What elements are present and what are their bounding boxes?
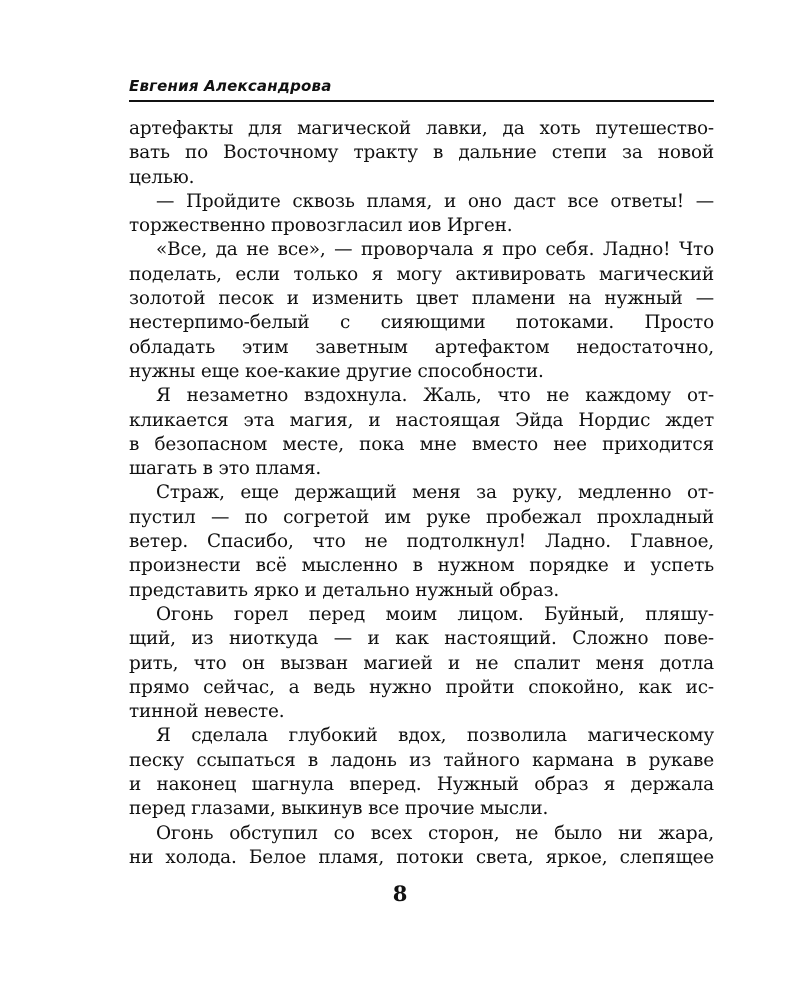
text-line: песку ссыпаться в ладонь из тайного кармана в рукаве — [129, 749, 714, 771]
text-line: тинной невесте. — [129, 701, 285, 723]
text-line: Огонь горел перед моим лицом. Буйный, пляшу- — [156, 603, 714, 625]
text-line: кликается эта магия, и настоящая Эйда Нордис ждет — [129, 409, 714, 431]
text-line: пустил — по согретой им руке пробежал прохладный — [129, 506, 714, 528]
text-line: Я сделала глубокий вдох, позволила магическому — [156, 725, 714, 747]
text-line: прямо сейчас, а ведь нужно пройти спокойно, как ис- — [129, 676, 714, 698]
text-line: в безопасном месте, пока мне вместо нее приходится — [129, 433, 714, 455]
text-line: нужны еще кое-какие другие способности. — [129, 360, 544, 382]
text-line: Огонь обступил со всех сторон, не было ни жара, — [156, 822, 714, 844]
text-line: произнести всё мысленно в нужном порядке и успеть — [129, 555, 714, 577]
text-line: «Все, да не все», — проворчала я про себя. Ладно! Что — [156, 239, 714, 261]
text-line: поделать, если только я могу активировать магический — [129, 263, 714, 285]
text-line: перед глазами, выкинув все прочие мысли. — [129, 798, 549, 820]
text-line: вать по Восточному тракту в дальние степи за новой — [129, 142, 714, 164]
text-line: и наконец шагнула вперед. Нужный образ я держала — [129, 774, 714, 796]
text-line: щий, из ниоткуда — и как настоящий. Сложно пове- — [129, 628, 714, 650]
body-text — [129, 117, 714, 870]
text-line: ветер. Спасибо, что не подтолкнул! Ладно. Главное, — [129, 531, 714, 553]
running-header — [129, 76, 714, 98]
page-number: 8 — [392, 881, 408, 906]
text-line: торжественно провозгласил иов Ирген. — [129, 215, 513, 237]
text-line: золотой песок и изменить цвет пламени на нужный — — [129, 288, 714, 310]
text-line: шагать в это пламя. — [129, 458, 322, 480]
text-line: представить ярко и детально нужный образ. — [129, 579, 560, 601]
text-line: Страж, еще держащий меня за руку, медленно от- — [156, 482, 714, 504]
header-rule — [129, 100, 714, 102]
text-line: рить, что он вызван магией и не спалит меня дотла — [129, 652, 714, 674]
author-name: Евгения Александрова — [129, 77, 332, 95]
text-line: целью. — [129, 166, 195, 188]
text-line: обладать этим заветным артефактом недостаточно, — [129, 336, 714, 358]
text-line: нестерпимо-белый с сияющими потоками. Просто — [129, 312, 714, 334]
text-line: артефакты для магической лавки, да хоть путешество- — [129, 118, 714, 139]
text-line: Я незаметно вздохнула. Жаль, что не каждому от- — [156, 385, 714, 407]
text-line: ни холода. Белое пламя, потоки света, яркое, слепящее — [129, 846, 714, 868]
text-line: — Пройдите сквозь пламя, и оно даст все ответы! — — [156, 190, 714, 212]
